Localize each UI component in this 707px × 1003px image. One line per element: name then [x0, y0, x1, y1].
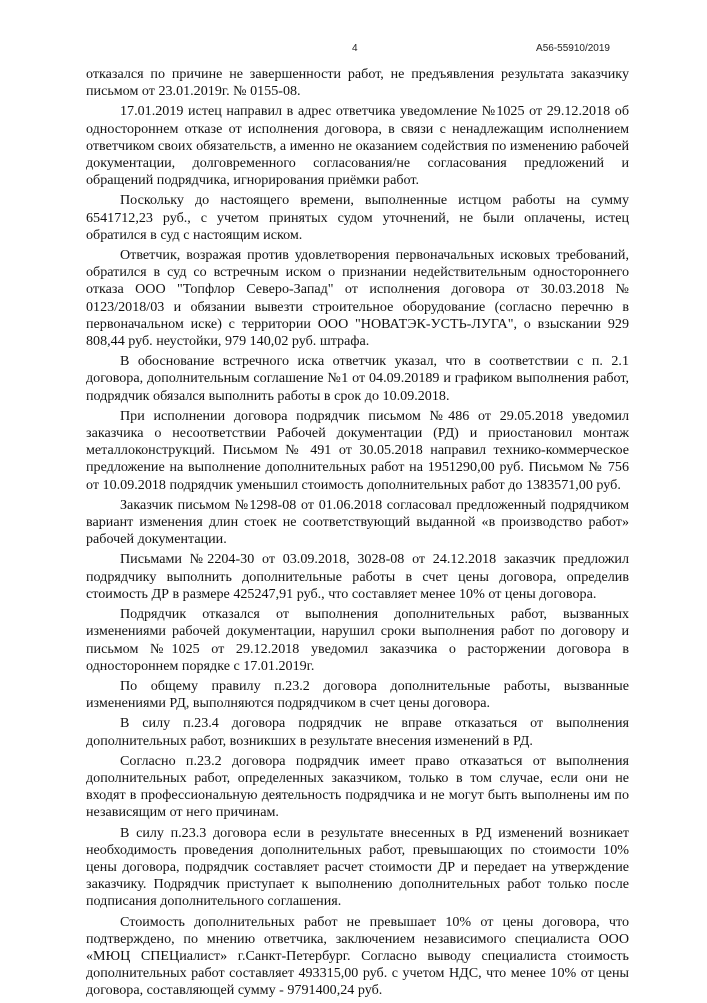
- paragraph: В силу п.23.3 договора если в результате внесенных в РД изменений возникает необходимость проведения дополнительных работ, превышающих по стоимости 10% цены договора, подрядчик составляет расчет стоимости ДР и передает на утверждение заказчику. Подрядчик приступает к выполнению дополнительных работ только после подписания дополнительного соглашения.: [86, 824, 629, 910]
- paragraph: В силу п.23.4 договора подрядчик не вправе отказаться от выполнения дополнительных работ, возникших в результате внесения изменений в РД.: [86, 715, 629, 749]
- paragraph: Письмами №2204-30 от 03.09.2018, 3028-08 от 24.12.2018 заказчик предложил подрядчику выполнить дополнительные работы в счет цены договора, определив стоимость ДР в размере 425247,91 руб., что составляет менее 10% от цены договора.: [86, 551, 629, 602]
- paragraph: Ответчик, возражая против удовлетворения первоначальных исковых требований, обратился в суд со встречным иском о признании недействительным одностороннего отказа ООО "Топфлор Северо-Запад" от исполнения договора от 30.03.2018 № 0123/2018/03 и обязании вывезти строительное оборудование (согласно перечню в первоначальном иске) с территории ООО "НОВАТЭК-УСТЬ-ЛУГА", о взыскании 929 808,44 руб. неустойки, 979 140,02 руб. штрафа.: [86, 247, 629, 350]
- paragraph: Согласно п.23.2 договора подрядчик имеет право отказаться от выполнения дополнительных работ, определенных заказчиком, только в том случае, если они не входят в профессиональную деятельность подрядчика и не могут быть выполнены им по независящим от него причинам.: [86, 752, 629, 821]
- paragraph: Заказчик письмом №1298-08 от 01.06.2018 согласовал предложенный подрядчиком вариант изменения длин стоек не соответствующий выданной «в производство работ» рабочей документации.: [86, 496, 629, 548]
- paragraph: Подрядчик отказался от выполнения дополнительных работ, вызванных изменениями рабочей документации, нарушил сроки выполнения работ по договору и письмом №1025 от 29.12.2018 уведомил заказчика о расторжении договора в одностороннем порядке с 17.01.2019г.: [86, 606, 629, 674]
- paragraph: По общему правилу п.23.2 договора дополнительные работы, вызванные изменениями РД, выполняются подрядчиком в счет цены договора.: [86, 677, 629, 712]
- paragraph: При исполнении договора подрядчик письмом №486 от 29.05.2018 уведомил заказчика о несоответствии Рабочей документации (РД) и приостановил монтаж металлоконструкций. Письмом № 491 от 30.05.2018 направил технико-коммерческое предложение на выполнение дополнительных работ на 1951290,00 руб. Письмом № 756 от 10.09.2018 подрядчик уменьшил стоимость дополнительных работ до 1383571,00 руб.: [86, 407, 629, 493]
- document-body: [86, 66, 629, 1003]
- paragraph: Стоимость дополнительных работ не превышает 10% от цены договора, что подтверждено, по мнению ответчика, заключением независимого специалиста ООО «МЮЦ СПЕЦиалист» г.Санкт-Петербург. Согласно выводу специалиста стоимость дополнительных работ составляет 493315,00 руб. с учетом НДС, что менее 10% от цены договора, составляющей сумму - 9791400,24 руб.: [86, 913, 629, 999]
- paragraph: В обоснование встречного иска ответчик указал, что в соответствии с п. 2.1 договора, дополнительным соглашение №1 от 04.09.20189 и графиком выполнения работ, подрядчик обязался выполнить работы в срок до 10.09.2018.: [86, 353, 629, 404]
- case-number: А56-55910/2019: [536, 43, 610, 54]
- paragraph: отказался по причине не завершенности работ, не предъявления результата заказчику письмом от 23.01.2019г. № 0155-08.: [86, 66, 629, 100]
- paragraph: 17.01.2019 истец направил в адрес ответчика уведомление №1025 от 29.12.2018 об одностороннем отказе от исполнения договора, в связи с ненадлежащим исполнением ответчиком своих обязательств, а именно не оказанием содействия по изменению рабочей документации, долговременного согласования/не согласования предложений и обращений подрядчика, игнорирования приёмки работ.: [86, 103, 629, 189]
- paragraph: Поскольку до настоящего времени, выполненные истцом работы на сумму 6541712,23 руб., с учетом принятых судом уточнений, не были оплачены, истец обратился в суд с настоящим иском.: [86, 192, 629, 243]
- page-number: 4: [352, 43, 358, 54]
